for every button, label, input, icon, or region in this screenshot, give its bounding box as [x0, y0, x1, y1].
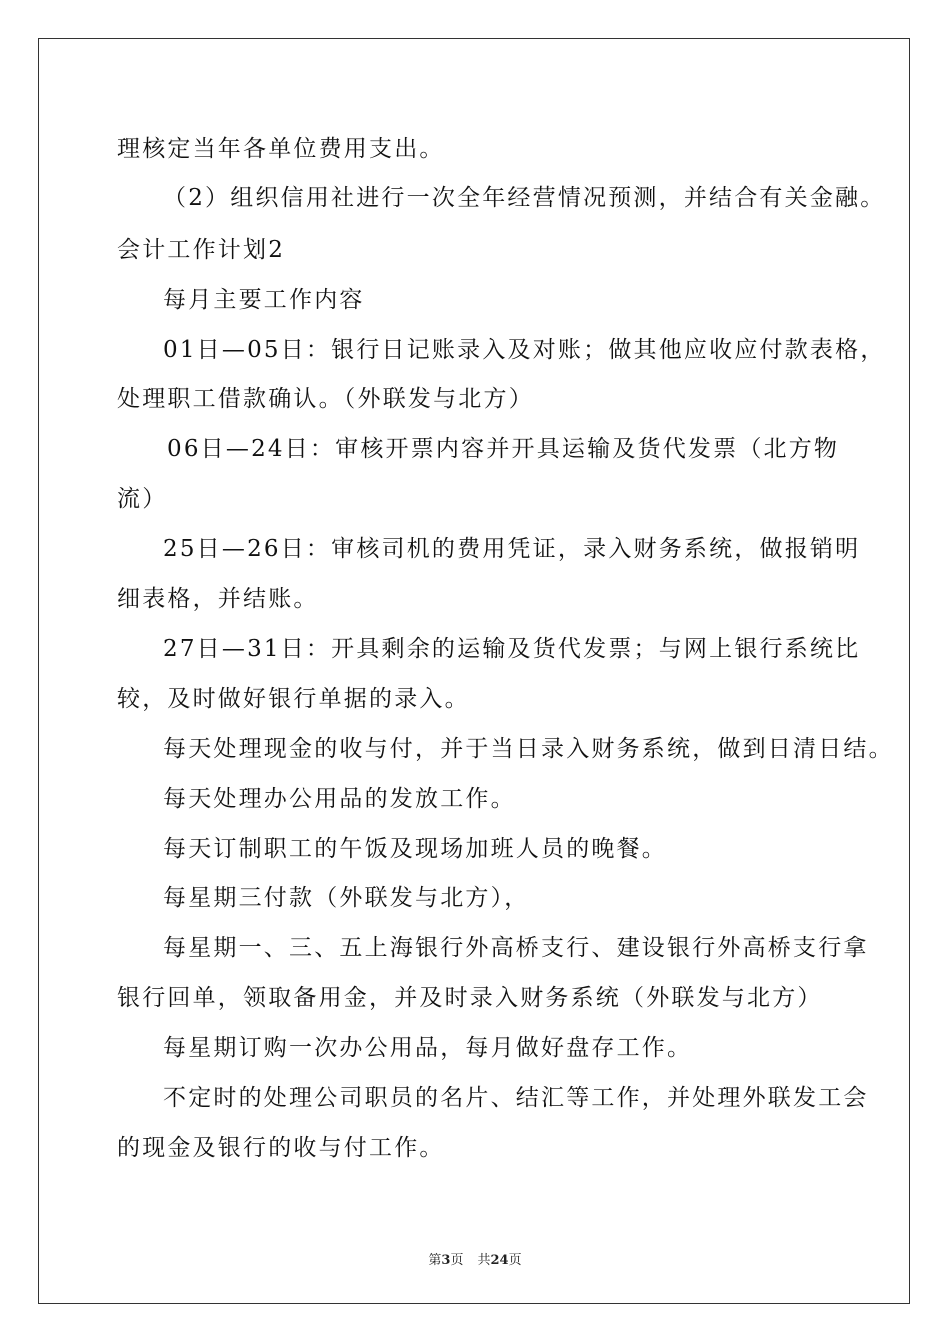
text-line: 01日—05日：银行日记账录入及对账；做其他应收应付款表格，: [163, 337, 886, 363]
text-line: 理核定当年各单位费用支出。: [117, 136, 445, 162]
text-line: （2）组织信用社进行一次全年经营情况预测，并结合有关金融。: [163, 185, 886, 211]
page-footer: [0, 1249, 950, 1268]
text-line: 流）: [117, 486, 168, 512]
text-line: 细表格，并结账。: [117, 586, 319, 612]
page-suffix: 页: [450, 1253, 464, 1268]
text-line: 的现金及银行的收与付工作。: [117, 1135, 445, 1161]
text-line: 每星期三付款（外联发与北方），: [163, 885, 530, 911]
text-line: 27日—31日：开具剩余的运输及货代发票；与网上银行系统比: [163, 636, 861, 662]
text-line: 06日—24日：审核开票内容并开具运输及货代发票（北方物: [167, 436, 840, 462]
total-suffix: 页: [508, 1253, 522, 1268]
text-line: 处理职工借款确认。（外联发与北方）: [117, 386, 534, 412]
page-current: 3: [441, 1253, 451, 1268]
page-prefix: 第: [428, 1253, 442, 1268]
text-line: 每天订制职工的午饭及现场加班人员的晚餐。: [163, 836, 667, 862]
total-prefix: 共: [477, 1253, 491, 1268]
text-line: 25日—26日：审核司机的费用凭证，录入财务系统，做报销明: [163, 536, 861, 562]
text-line: 每星期订购一次办公用品，每月做好盘存工作。: [163, 1035, 693, 1061]
text-line: 银行回单，领取备用金，并及时录入财务系统（外联发与北方）: [117, 985, 823, 1011]
text-line: 每星期一、三、五上海银行外高桥支行、建设银行外高桥支行拿: [163, 935, 869, 961]
section-heading: 会计工作计划2: [117, 237, 286, 263]
text-line: 每天处理现金的收与付，并于当日录入财务系统，做到日清日结。: [163, 736, 894, 762]
subsection-heading: 每月主要工作内容: [163, 287, 365, 313]
text-line: 每天处理办公用品的发放工作。: [163, 786, 516, 812]
page-total: 24: [490, 1253, 509, 1268]
text-line: 较，及时做好银行单据的录入。: [117, 686, 470, 712]
text-line: 不定时的处理公司职员的名片、结汇等工作，并处理外联发工会: [163, 1085, 869, 1111]
